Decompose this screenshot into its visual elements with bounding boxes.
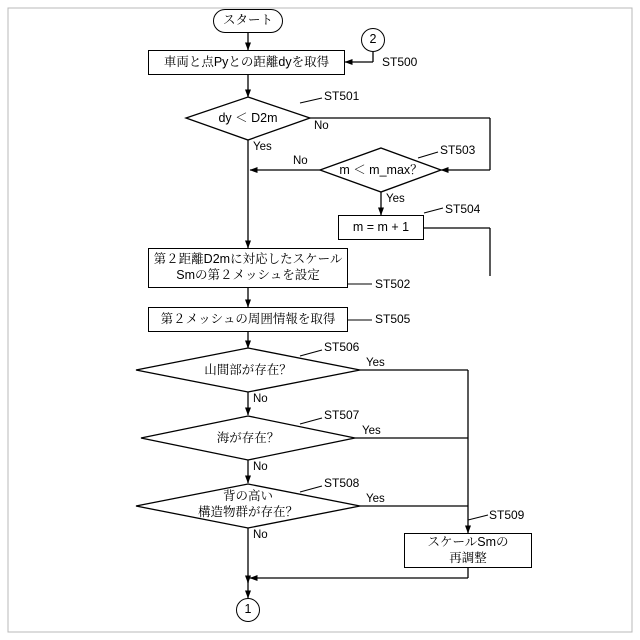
edge-label-st507-no: No — [253, 461, 268, 473]
annotation-st504: ST504 — [445, 202, 481, 216]
node-st502-label: 第２距離D2mに対応したスケール Smの第２メッシュを設定 — [153, 252, 343, 282]
edge-label-st508-no: No — [253, 529, 268, 541]
annotation-st503: ST503 — [440, 143, 476, 157]
node-st502[interactable] — [148, 248, 348, 288]
connector-1-label: 1 — [244, 602, 252, 617]
edge-label-st501-no: No — [314, 120, 329, 132]
node-st505[interactable] — [148, 307, 348, 332]
node-st500[interactable] — [148, 50, 345, 75]
node-st505-label: 第２メッシュの周囲情報を取得 — [160, 311, 336, 326]
node-st506-label: 山間部が存在？ — [204, 363, 292, 378]
annotation-st501: ST501 — [324, 89, 360, 103]
annotation-st502: ST502 — [375, 277, 411, 291]
connector-2-label: 2 — [369, 32, 377, 47]
node-start-label: スタート — [222, 13, 273, 28]
node-st500-label: 車両と点Pyとの距離dyを取得 — [163, 54, 330, 69]
annotation-st506: ST506 — [324, 340, 360, 354]
annotation-st507: ST507 — [324, 408, 360, 422]
node-st503-label: m ＜ m_max？ — [339, 163, 423, 178]
connector-1[interactable] — [236, 598, 260, 622]
node-st509[interactable] — [404, 533, 532, 568]
annotation-st509: ST509 — [489, 508, 525, 522]
node-st509-label: スケールSmの 再調整 — [427, 534, 509, 565]
edge-label-st503-yes: Yes — [386, 193, 405, 205]
node-start[interactable] — [213, 9, 283, 33]
edge-label-st506-yes: Yes — [366, 357, 385, 369]
node-st504-label: m = m + 1 — [352, 219, 410, 234]
node-st508-label: 背の高い 構造物群が存在？ — [197, 489, 298, 519]
edge-label-st501-yes: Yes — [253, 141, 272, 153]
annotation-st508: ST508 — [324, 476, 360, 490]
annotation-st500: ST500 — [382, 55, 418, 69]
edge-label-st508-yes: Yes — [366, 493, 385, 505]
edge-label-st506-no: No — [253, 393, 268, 405]
node-st501-label: dy ＜ D2m — [218, 111, 278, 126]
edge-label-st503-no: No — [293, 155, 308, 167]
edge-label-st507-yes: Yes — [362, 425, 381, 437]
node-st507-label: 海が存在？ — [216, 431, 280, 446]
annotation-st505: ST505 — [375, 312, 411, 326]
connector-2[interactable] — [361, 28, 385, 52]
node-st504[interactable] — [338, 215, 424, 240]
